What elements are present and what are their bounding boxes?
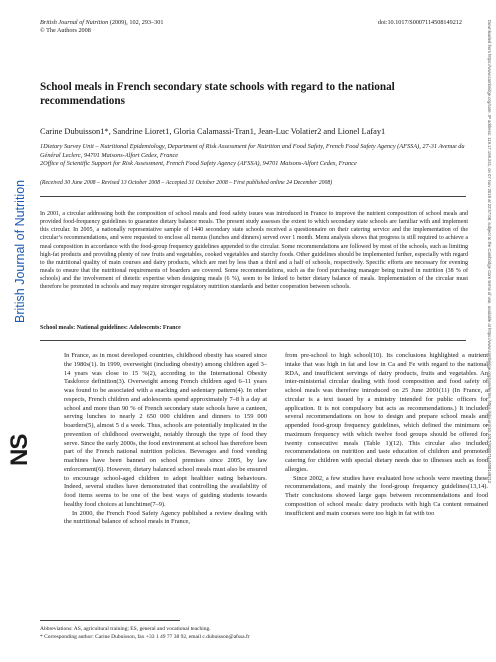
footnote-divider xyxy=(40,620,180,621)
copyright-line: © The Authors 2008 xyxy=(40,27,91,34)
footnotes xyxy=(40,625,468,641)
body-paragraph: In France, as in most developed countries, childhood obesity has soared since the 1980s(1). In 1999, overweight (including obesity) among children aged 3–14 years was close to 15 %(2), according to the International Obesity Taskforce definition(3). Overweight among French children aged 6–11 years was found to be associated with a snacking and sedentary pattern(4). In other respects, French children and adolescents spend approximately 7–8 h a day at school and more than 90 % of French secondary state schools have a canteen, serving lunches to nearly 2 650 000 children and dinners to 159 000 boarders(5), almost 5 d a week. Thus, schools are potentially implicated in the prevention of childhood overweight, notably through the type of food they serve. Since the early 2000s, the food environment at school has therefore been part of the French national nutrition policies. Beverages and food vending machines have been banned on school premises since 2005, by law enforcement(6). However, dietary balanced school meals must also be ensured to encourage school-aged children to adopt healthier eating behaviours. Indeed, several studies have demonstrated that controlling the availability of food items seems to be one of the best ways of guiding students towards healthy food choices at lunchtime(7–9). xyxy=(64,352,267,508)
body-paragraph: Since 2002, a few studies have evaluated how schools were meeting these recommendations, and mainly the food-group frequency guidelines(13,14). Their conclusions showed large gaps between recommendations and food composition of school meals: dairy products with high Ca content remained insufficient and main courses were too high in fat with too xyxy=(285,474,488,517)
affiliation-1: 1Dietary Survey Unit – Nutritional Epidemiology, Department of Risk Assessment for Nutrition and Food Safety, French Food Safety Agency (AFSSA), 27-31 Avenue du Général Leclerc, 94701 Maisons-Alfort Cedex, France xyxy=(40,143,465,159)
publication-dates: (Received 30 June 2008 – Revised 13 October 2008 – Accepted 31 October 2008 – First published online 24 December 2008) xyxy=(40,180,333,186)
download-watermark: Downloaded from https://www.cambridge.org/core. IP address: 119.17.169.241, on 07 Nov 2019 at 22:57:08, subject to the Cambridge Core terms of use, available at https://www.cambridge.org/core/terms. https://doi.org/10.1017/S0007114508149212 xyxy=(487,20,492,484)
abstract-divider xyxy=(40,340,466,341)
affiliation-2: 2Office of Scientific Support for Risk Assessment, French Food Safety Agency (AFSSA), 94701 Maisons-Alfort Cedex, France xyxy=(40,160,357,168)
citation-detail: (2009), 102, 293–301 xyxy=(108,19,164,26)
doi-link[interactable]: doi:10.1017/S0007114508149212 xyxy=(377,19,462,26)
keywords: School meals: National guidelines: Adolescents: France xyxy=(40,325,181,331)
abstract: In 2001, a circular addressing both the composition of school meals and food safety issues was introduced in France to improve the nutrient composition of school meals and provided food-frequency guidelines to guarantee dietary balance meals. The present study assesses the extent to which secondary state schools are familiar with and implement this circular. In 2005, a nationally representative sample of 1440 secondary state schools received a questionnaire on their catering service and the implementation of the circular’s recommendations, and were requested to enclose all menus (lunches and dinners) served over 1 month. Menu analysis shows that progress is still required to achieve a meal composition in accordance with the food-group frequency guidelines appended to the circular. Some recommendations are followed by most of the schools, such as limiting high-fat products and providing plenty of raw fruits and vegetables, cooked vegetables and starchy foods. Other guidelines should be implemented further, especially with regard to the nutritional quality of main courses and dairy products, which are met by less than a third and a half of schools, respectively. Specific efforts are necessary for evening meals to ensure that the nutritional requirements of boarders are covered. Some recommendations, such as the food purchasing manager being trained in nutrition (38 % of schools) and the involvement of dietetic expertise when designing meals (6 %), seem to be linked to better dietary balance of meals. Implementation of the circular must therefore be promoted in schools and may require stronger regulatory nutrition standards and better cooperation between schools. xyxy=(40,211,468,291)
body-paragraph: In 2000, the French Food Safety Agency published a review dealing with the nutritional balance of school meals in France, xyxy=(64,509,267,526)
footnote-corresponding-author: * Corresponding author: Carine Dubuisson, fax +33 1 49 77 38 92, email c.dubuisson@afssa.fr xyxy=(40,634,250,640)
author-list: Carine Dubuisson1*, Sandrine Lioret1, Gloria Calamassi-Tran1, Jean-Luc Volatier2 and Lionel Lafay1 xyxy=(40,127,386,136)
journal-branding xyxy=(2,180,34,470)
journal-citation xyxy=(40,19,270,27)
article-title: School meals in French secondary state schools with regard to the national recommendations xyxy=(40,81,395,107)
journal-brand-name: British Journal of Nutrition xyxy=(13,180,27,324)
affiliations xyxy=(40,143,470,169)
body-paragraph: from pre-school to high school(10). Its conclusions highlighted a nutrient intake that was high in fat and low in Ca and Fe with regard to the national RDA, and insufficient servings of dairy products, fruits and vegetables. An inter-ministerial circular dealing with food composition and food safety of school meals was therefore introduced on 25 June 2001(11) (In France, a circular is a text issued by a ministry intended for public officers for application. It is not compulsory but acts as recommendations.) It included several recommendations on how to design and prepare school meals and appended food-group frequency guidelines, which defined the minimum or maximum frequency with which twelve food groups should be offered for twenty consecutive meals (Table 1)(12). This circular also included recommendations on nutrition and taste education of children and promoted catering for children with special dietary needs due to illnesses such as food allergies. xyxy=(285,352,488,473)
body-column-left xyxy=(64,352,267,527)
footnote-abbreviations: Abbreviations: AS, agricultural training; ES, general and vocational teaching. xyxy=(40,626,211,632)
body-column-right xyxy=(285,352,488,518)
header-divider xyxy=(40,196,466,197)
journal-name: British Journal of Nutrition xyxy=(40,19,109,26)
ns-logo: NS xyxy=(6,434,33,466)
